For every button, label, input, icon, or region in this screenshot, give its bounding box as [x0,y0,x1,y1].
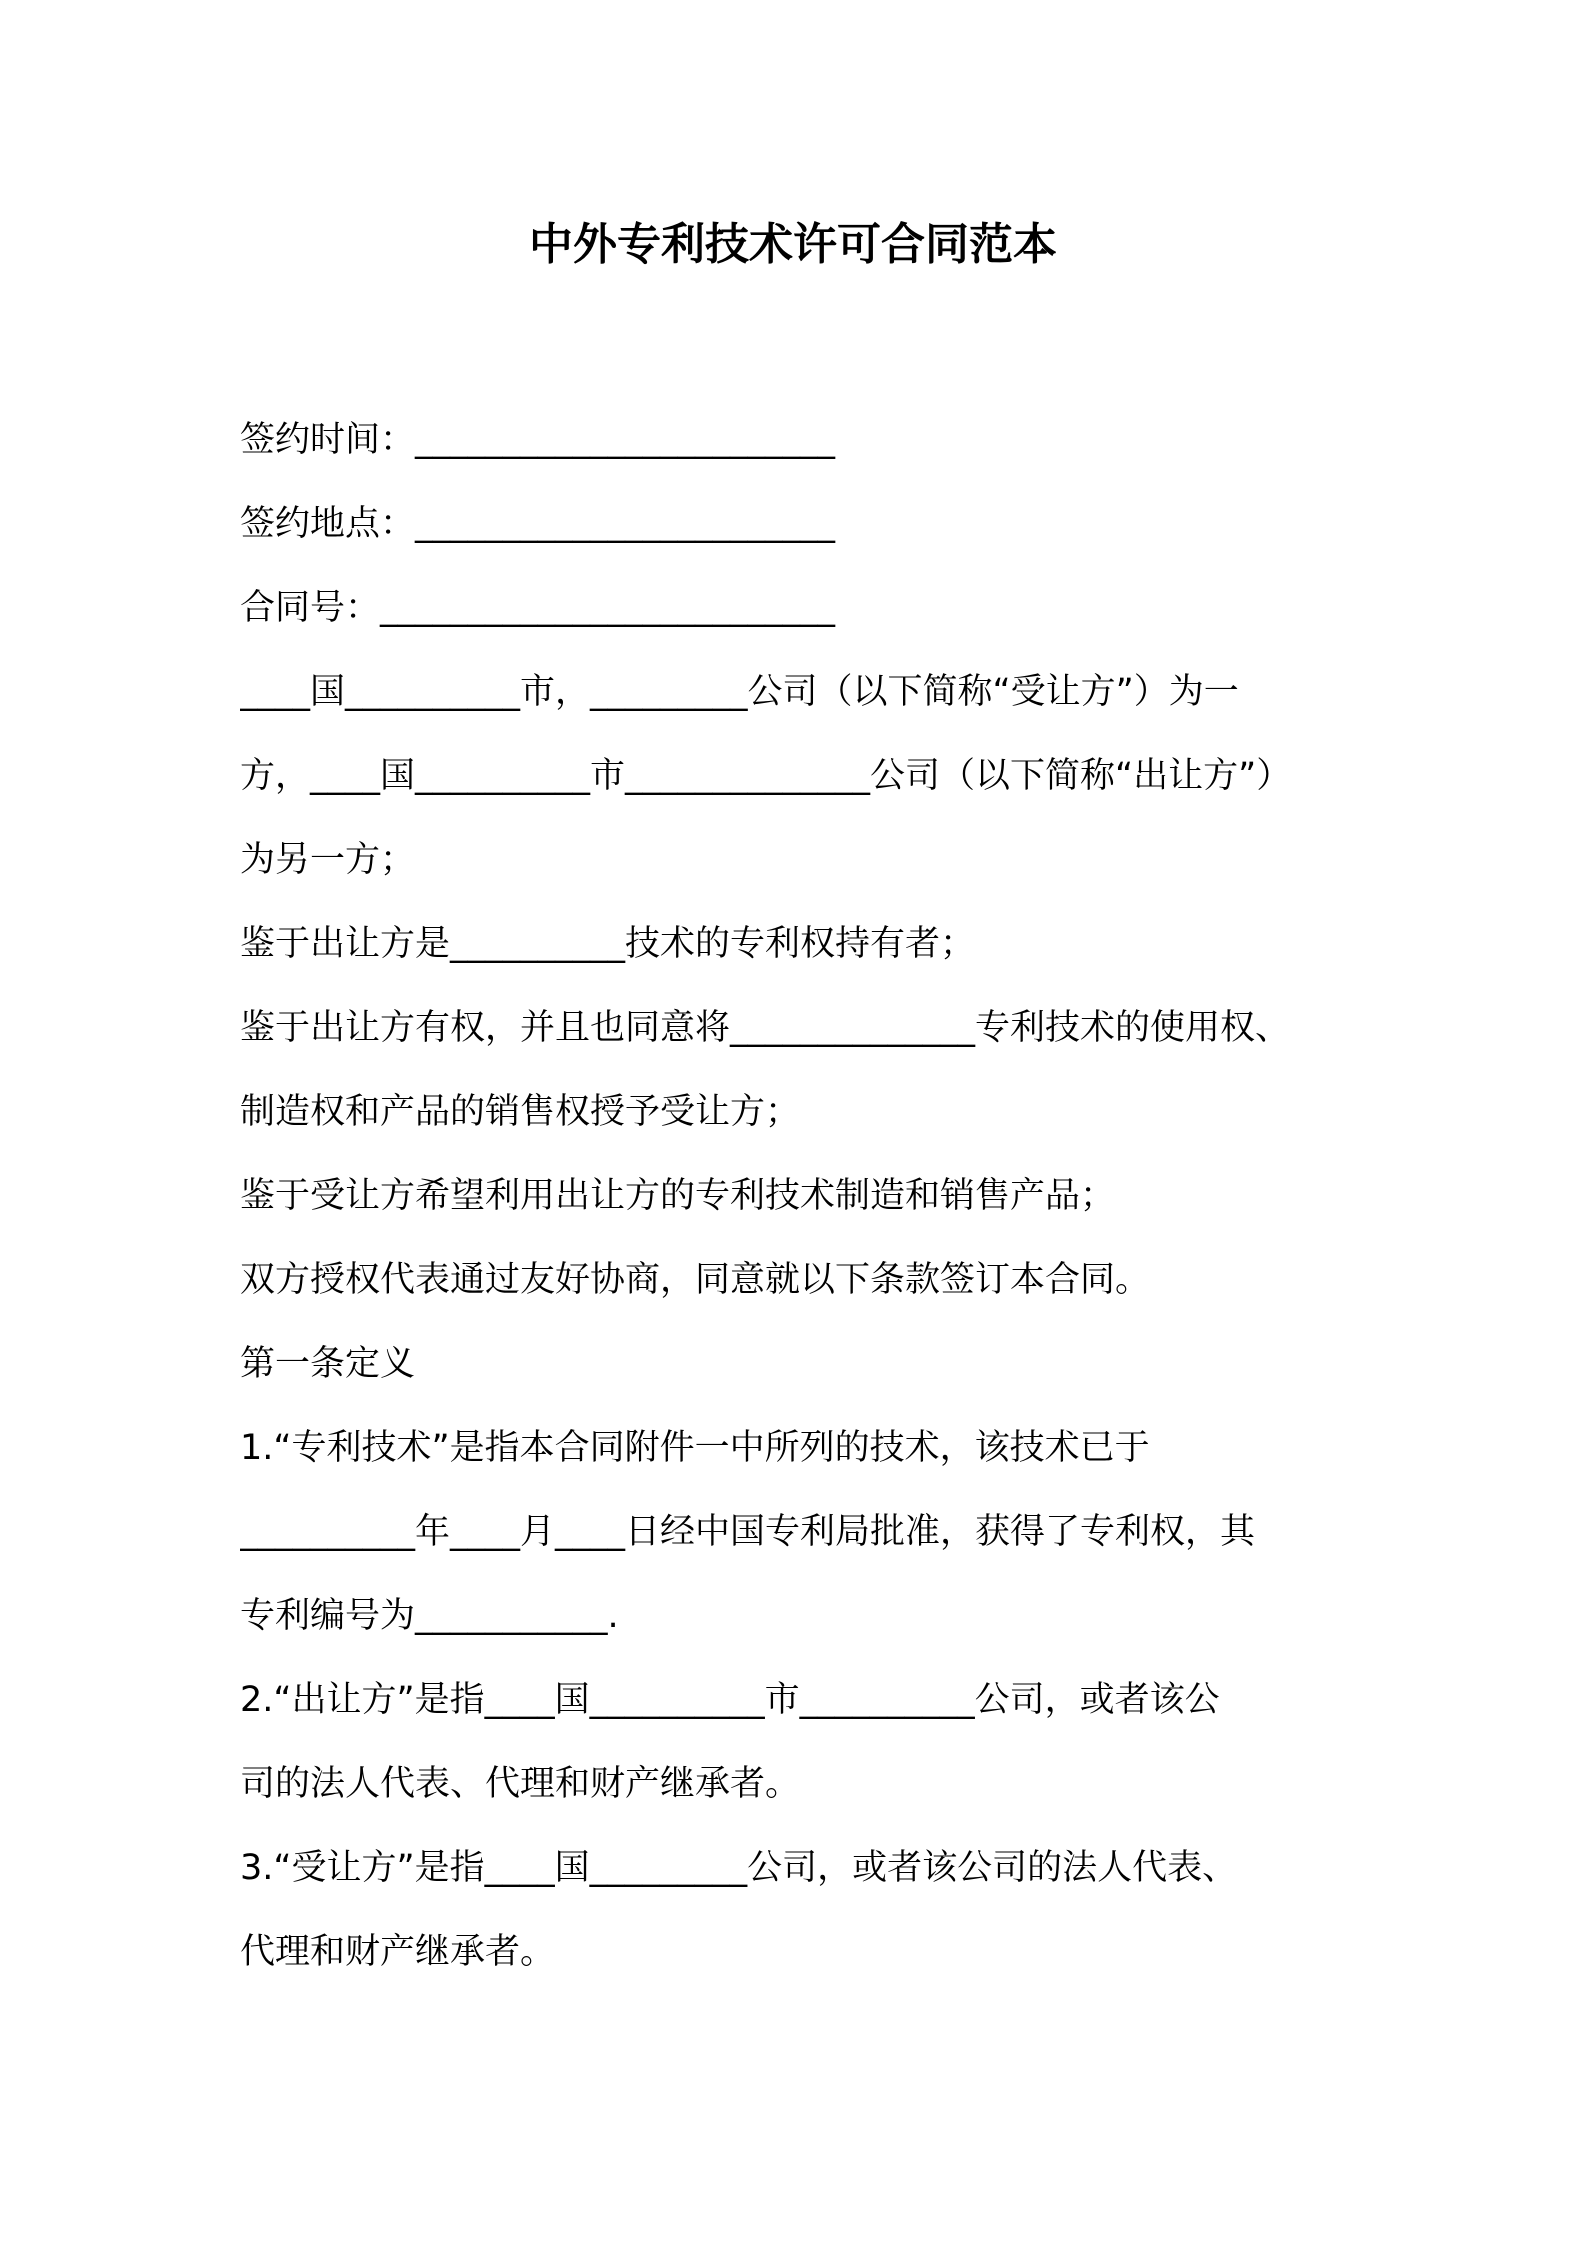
document-title: 中外专利技术许可合同范本 [529,219,1057,270]
paragraph-line: 鉴于出让方是__________技术的专利权持有者； [240,924,976,964]
clause-line: 专利编号为___________. [240,1596,619,1636]
clause-line: 1.“专利技术”是指本合同附件一中所列的技术，该技术已于 [240,1428,1150,1468]
paragraph-line: 为另一方； [240,840,416,880]
paragraph-line: 鉴于出让方有权，并且也同意将______________专利技术的使用权、 [240,1008,1291,1048]
clause-line: 3.“受让方”是指____国_________公司，或者该公司的法人代表、 [240,1848,1238,1888]
paragraph-line: 方，____国__________市______________公司（以下简称“出让方”） [240,756,1292,796]
signing-time-line: 签约时间：________________________ [240,420,836,460]
clause-line: 司的法人代表、代理和财产继承者。 [240,1764,801,1804]
article-heading: 第一条定义 [240,1344,416,1384]
signing-place-line: 签约地点：________________________ [240,504,836,544]
clause-line: __________年____月____日经中国专利局批准，获得了专利权，其 [240,1512,1256,1552]
paragraph-line: 鉴于受让方希望利用出让方的专利技术制造和销售产品； [240,1176,1116,1216]
document-body [240,398,1350,1994]
contract-number-line: 合同号：__________________________ [240,588,836,628]
clause-line: 2.“出让方”是指____国__________市__________公司，或者该公 [240,1680,1220,1720]
paragraph-line: 双方授权代表通过友好协商，同意就以下条款签订本合同。 [240,1260,1151,1300]
clause-line: 代理和财产继承者。 [240,1932,556,1972]
paragraph-line: ____国__________市，_________公司（以下简称“受让方”）为一 [240,672,1239,712]
paragraph-line: 制造权和产品的销售权授予受让方； [240,1092,801,1132]
